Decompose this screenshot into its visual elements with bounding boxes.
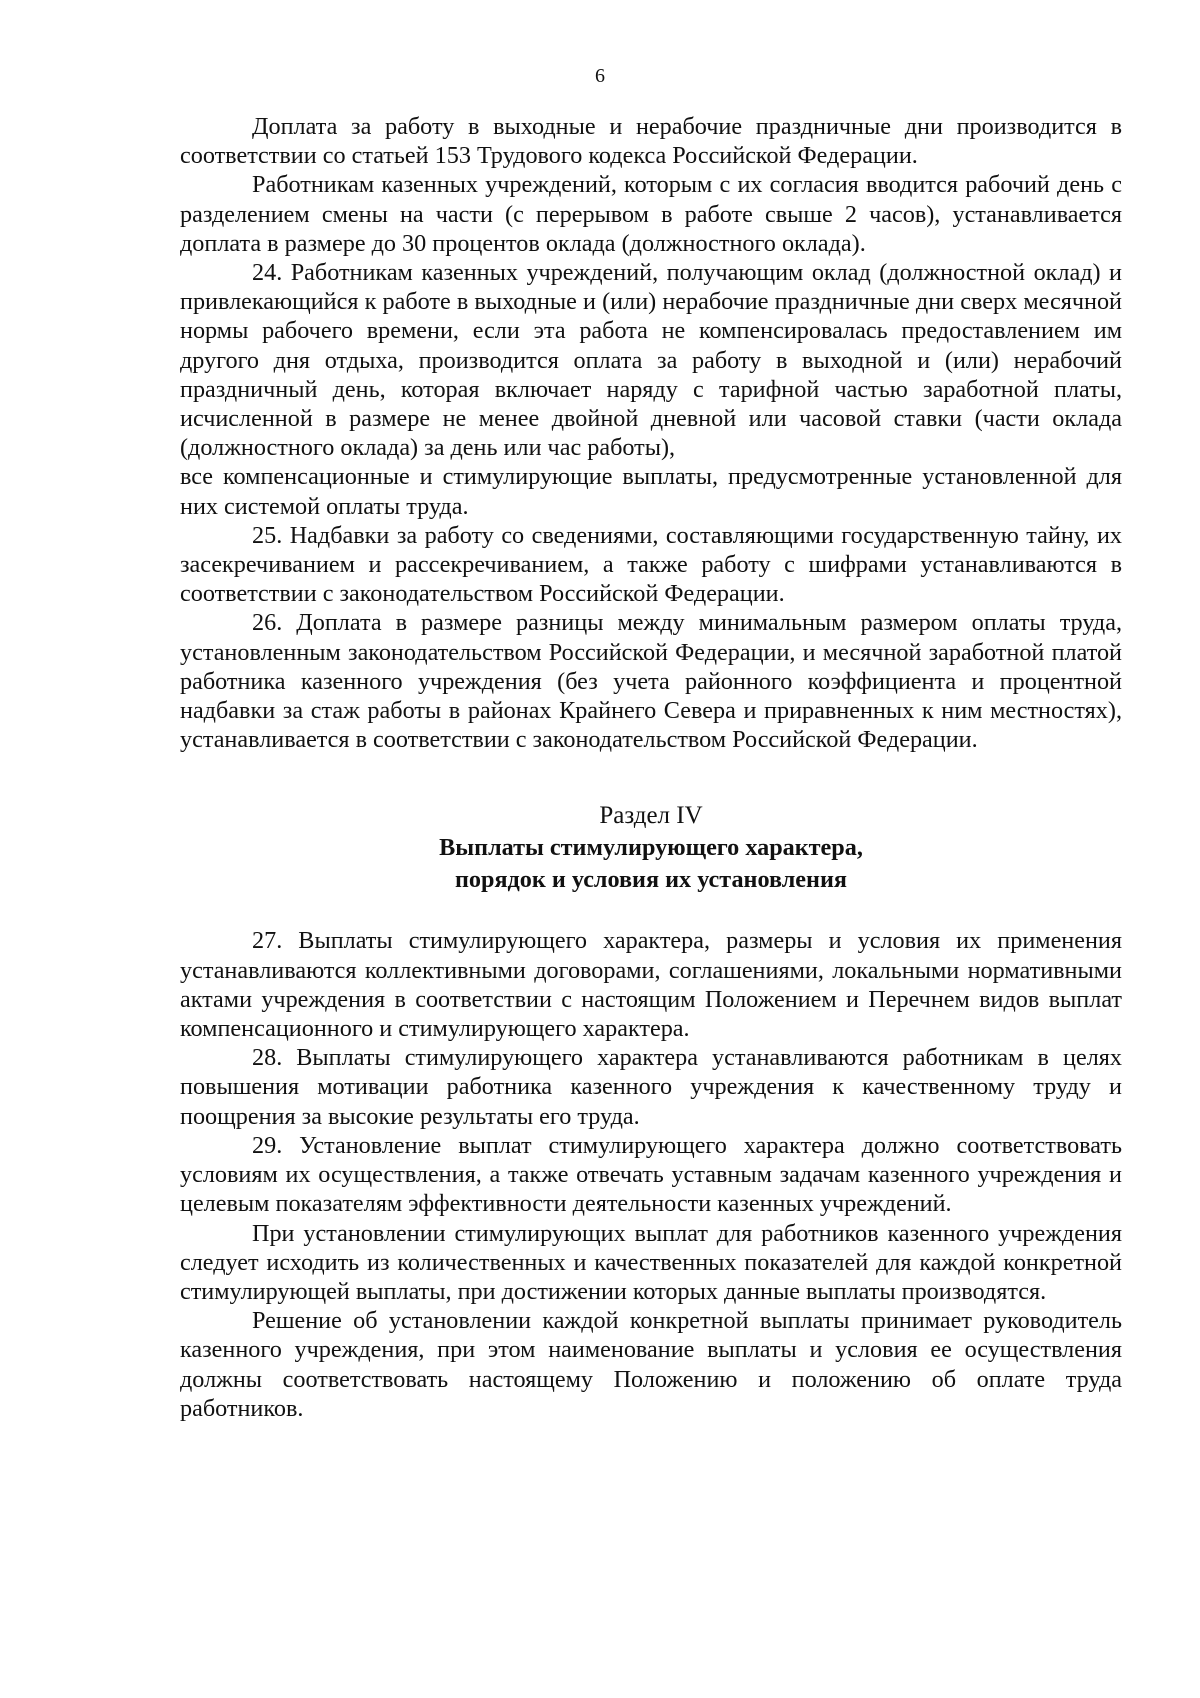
paragraph: 28. Выплаты стимулирующего характера устанавливаются работникам в целях повышения мотивации работника казенного учреждения к качественному труду и поощрения за высокие результаты его труда.	[180, 1044, 1122, 1130]
page-number: 6	[595, 65, 605, 87]
paragraph: Доплата за работу в выходные и нерабочие праздничные дни производится в соответствии со статьей 153 Трудового кодекса Российской Федерации.	[180, 113, 1122, 170]
document-body	[180, 112, 1122, 1423]
paragraph: 25. Надбавки за работу со сведениями, составляющими государственную тайну, их засекречиванием и рассекречиванием, а также работу с шифрами устанавливаются в соответствии с законодательством Российской Федерации.	[180, 521, 1122, 608]
paragraphs-top	[180, 112, 1122, 754]
section-heading	[180, 800, 1122, 896]
paragraph: Работникам казенных учреждений, которым с их согласия вводится рабочий день с разделением смены на части (с перерывом в работе свыше 2 часов), устанавливается доплата в размере до 30 процентов оклада (должностного оклада).	[180, 171, 1122, 257]
section-title-line-2: порядок и условия их установления	[454, 866, 847, 894]
paragraph: 26. Доплата в размере разницы между минимальным размером оплаты труда, установленным законодательством Российской Федерации, и месячной заработной платой работника казенного учреждения (без учета районного коэффициента и процентной надбавки за стаж работы в районах Крайнего Севера и приравненных к ним местностях), устанавливается в соответствии с законодательством Российской Федерации.	[180, 609, 1122, 754]
paragraph: все компенсационные и стимулирующие выплаты, предусмотренные установленной для них системой оплаты труда.	[180, 463, 1122, 520]
paragraph: 29. Установление выплат стимулирующего характера должно соответствовать условиям их осуществления, а также отвечать уставным задачам казенного учреждения и целевым показателям эффективности деятельности казенных учреждений.	[180, 1131, 1122, 1218]
section-label: Раздел IV	[599, 802, 703, 830]
paragraphs-bottom	[180, 926, 1122, 1422]
paragraph: 24. Работникам казенных учреждений, получающим оклад (должностной оклад) и привлекающийся к работе в выходные и (или) нерабочие праздничные дни сверх месячной нормы рабочего времени, если эта работа не компенсировалась предоставлением им другого дня отдыха, производится оплата за работу в выходной и (или) нерабочий праздничный день, которая включает наряду с тарифной частью заработной платы, исчисленной в размере не менее двойной дневной или часовой ставки (части оклада (должностного оклада) за день или час работы),	[180, 259, 1122, 462]
paragraph: При установлении стимулирующих выплат для работников казенного учреждения следует исходить из количественных и качественных показателей для каждой конкретной стимулирующей выплаты, при достижении которых данные выплаты производятся.	[180, 1219, 1122, 1305]
paragraph: Решение об установлении каждой конкретной выплаты принимает руководитель казенного учреждения, при этом наименование выплаты и условия ее осуществления должны соответствовать настоящему Положению и положению об оплате труда работников.	[180, 1307, 1122, 1422]
section-title-line-1: Выплаты стимулирующего характера,	[439, 834, 863, 862]
paragraph: 27. Выплаты стимулирующего характера, размеры и условия их применения устанавливаются коллективными договорами, соглашениями, локальными нормативными актами учреждения в соответствии с настоящим Положением и Перечнем видов выплат компенсационного и стимулирующего характера.	[180, 927, 1122, 1043]
